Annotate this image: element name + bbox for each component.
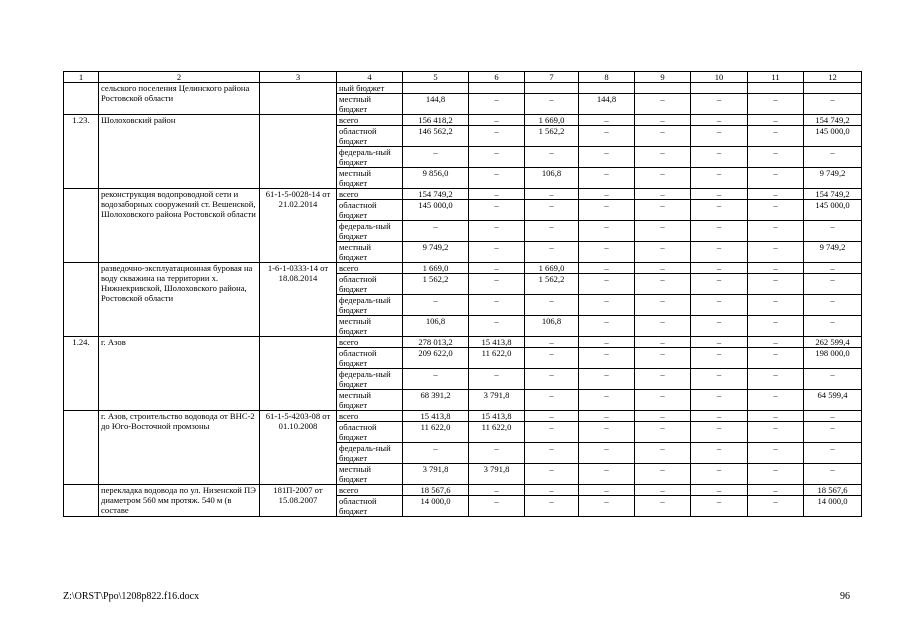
cell-value: – — [579, 390, 635, 411]
cell-value: – — [691, 295, 748, 316]
cell-value: – — [403, 221, 469, 242]
cell-value: 14 000,0 — [804, 496, 862, 517]
budget-type: местный бюджет — [337, 316, 403, 337]
item-name: г. Азов, строительство водовода от ВНС-2 до Юго-Восточной промзоны — [99, 411, 260, 485]
cell-value: – — [635, 263, 691, 274]
cell-value: – — [748, 189, 804, 200]
cell-value: – — [579, 242, 635, 263]
item-number: 1.24. — [64, 337, 99, 411]
table-row — [64, 189, 862, 200]
table-row — [64, 115, 862, 126]
cell-value: – — [748, 337, 804, 348]
cell-value: – — [579, 274, 635, 295]
table-row — [64, 83, 862, 94]
cell-value: – — [579, 485, 635, 496]
cell-value: 9 749,2 — [403, 242, 469, 263]
cell-value: – — [691, 242, 748, 263]
cell-value: – — [635, 168, 691, 189]
cell-value: – — [469, 263, 525, 274]
item-name: реконструкция водопроводной сети и водозаборных сооружений ст. Вешенской, Шолоховского района Ростовской области — [99, 189, 260, 263]
cell-value: – — [469, 274, 525, 295]
cell-value: – — [804, 411, 862, 422]
cell-value: – — [579, 263, 635, 274]
cell-value: 11 622,0 — [469, 348, 525, 369]
cell-value — [525, 83, 579, 94]
table-row — [64, 263, 862, 274]
cell-value: – — [748, 411, 804, 422]
item-name: перекладка водовода по ул. Низенской ПЭ диаметром 560 мм протяж. 540 м (в составе — [99, 485, 260, 517]
cell-value — [691, 83, 748, 94]
cell-value: 1 669,0 — [403, 263, 469, 274]
cell-value: – — [804, 316, 862, 337]
document-ref — [260, 337, 337, 411]
column-header: 11 — [748, 72, 804, 83]
cell-value: – — [691, 274, 748, 295]
cell-value: – — [691, 126, 748, 147]
cell-value — [403, 83, 469, 94]
budget-type: местный бюджет — [337, 94, 403, 115]
cell-value: – — [804, 464, 862, 485]
table-row — [64, 411, 862, 422]
cell-value: – — [691, 168, 748, 189]
document-ref — [260, 83, 337, 115]
cell-value: – — [525, 485, 579, 496]
cell-value: – — [804, 369, 862, 390]
cell-value: – — [635, 200, 691, 221]
cell-value: – — [691, 464, 748, 485]
cell-value: – — [748, 94, 804, 115]
table-row — [64, 337, 862, 348]
cell-value: 262 599,4 — [804, 337, 862, 348]
cell-value: – — [469, 242, 525, 263]
budget-type: всего — [337, 115, 403, 126]
cell-value: – — [525, 147, 579, 168]
cell-value: – — [635, 443, 691, 464]
cell-value — [804, 83, 862, 94]
item-number — [64, 411, 99, 485]
budget-type: областной бюджет — [337, 126, 403, 147]
cell-value: – — [579, 464, 635, 485]
cell-value: – — [748, 126, 804, 147]
cell-value: – — [579, 200, 635, 221]
cell-value: 1 669,0 — [525, 263, 579, 274]
cell-value: 1 562,2 — [525, 274, 579, 295]
cell-value: – — [403, 295, 469, 316]
cell-value: – — [635, 348, 691, 369]
budget-type: областной бюджет — [337, 274, 403, 295]
budget-type: всего — [337, 263, 403, 274]
cell-value: 154 749,2 — [804, 115, 862, 126]
cell-value: – — [579, 337, 635, 348]
page-number: 96 — [840, 591, 850, 602]
budget-type: федераль-ный бюджет — [337, 147, 403, 168]
cell-value: – — [691, 337, 748, 348]
cell-value: – — [635, 411, 691, 422]
cell-value: – — [635, 295, 691, 316]
cell-value: – — [691, 189, 748, 200]
cell-value: – — [691, 94, 748, 115]
cell-value: 146 562,2 — [403, 126, 469, 147]
budget-type: федераль-ный бюджет — [337, 221, 403, 242]
cell-value: – — [525, 411, 579, 422]
cell-value: – — [691, 390, 748, 411]
cell-value: – — [635, 189, 691, 200]
cell-value: – — [635, 94, 691, 115]
cell-value: – — [748, 147, 804, 168]
cell-value: – — [579, 168, 635, 189]
budget-table — [63, 71, 862, 517]
cell-value: – — [691, 443, 748, 464]
item-name: сельского поселения Целинского района Ростовской области — [99, 83, 260, 115]
budget-type: федераль-ный бюджет — [337, 369, 403, 390]
cell-value: 156 418,2 — [403, 115, 469, 126]
cell-value: – — [525, 221, 579, 242]
column-header: 1 — [64, 72, 99, 83]
cell-value: – — [804, 274, 862, 295]
cell-value: – — [579, 115, 635, 126]
cell-value: – — [525, 337, 579, 348]
cell-value: – — [579, 443, 635, 464]
cell-value: 9 749,2 — [804, 168, 862, 189]
cell-value: – — [691, 422, 748, 443]
cell-value: – — [635, 369, 691, 390]
table-row — [64, 485, 862, 496]
cell-value: 18 567,6 — [403, 485, 469, 496]
cell-value: – — [635, 390, 691, 411]
cell-value: 3 791,8 — [469, 390, 525, 411]
cell-value — [748, 83, 804, 94]
cell-value: 11 622,0 — [403, 422, 469, 443]
column-header: 7 — [525, 72, 579, 83]
budget-type: всего — [337, 485, 403, 496]
document-ref: 1-6-1-0333-14 от 18.08.2014 — [260, 263, 337, 337]
cell-value: – — [691, 115, 748, 126]
column-header: 4 — [337, 72, 403, 83]
cell-value: 15 413,8 — [469, 411, 525, 422]
cell-value: – — [748, 422, 804, 443]
column-header: 6 — [469, 72, 525, 83]
column-header: 8 — [579, 72, 635, 83]
cell-value: – — [748, 242, 804, 263]
cell-value: – — [691, 221, 748, 242]
cell-value: – — [748, 496, 804, 517]
cell-value: – — [691, 411, 748, 422]
cell-value: 145 000,0 — [403, 200, 469, 221]
cell-value: – — [469, 485, 525, 496]
cell-value: – — [469, 443, 525, 464]
cell-value: – — [469, 115, 525, 126]
cell-value: – — [525, 464, 579, 485]
column-header: 2 — [99, 72, 260, 83]
cell-value: – — [804, 422, 862, 443]
cell-value: – — [635, 464, 691, 485]
cell-value: – — [635, 422, 691, 443]
cell-value: – — [469, 316, 525, 337]
cell-value: – — [403, 443, 469, 464]
cell-value: – — [635, 242, 691, 263]
cell-value: – — [804, 295, 862, 316]
cell-value: 14 000,0 — [403, 496, 469, 517]
cell-value: – — [579, 496, 635, 517]
header-row — [64, 72, 862, 83]
cell-value: 18 567,6 — [804, 485, 862, 496]
cell-value: – — [403, 369, 469, 390]
cell-value: 9 749,2 — [804, 242, 862, 263]
cell-value: – — [635, 485, 691, 496]
cell-value: – — [748, 200, 804, 221]
document-ref: 181П-2007 от 15.08.2007 — [260, 485, 337, 517]
cell-value: – — [691, 263, 748, 274]
cell-value: 1 562,2 — [525, 126, 579, 147]
cell-value: – — [635, 221, 691, 242]
cell-value: – — [579, 411, 635, 422]
cell-value — [635, 83, 691, 94]
cell-value: – — [469, 496, 525, 517]
cell-value: – — [691, 316, 748, 337]
column-header: 9 — [635, 72, 691, 83]
cell-value: – — [469, 126, 525, 147]
cell-value — [469, 83, 525, 94]
cell-value: 9 856,0 — [403, 168, 469, 189]
cell-value: – — [635, 337, 691, 348]
cell-value: – — [748, 390, 804, 411]
cell-value: – — [635, 126, 691, 147]
budget-type: всего — [337, 337, 403, 348]
budget-type: всего — [337, 189, 403, 200]
cell-value: – — [691, 496, 748, 517]
cell-value: – — [748, 115, 804, 126]
cell-value: – — [525, 348, 579, 369]
cell-value: 106,8 — [525, 168, 579, 189]
cell-value: – — [748, 263, 804, 274]
cell-value: – — [748, 316, 804, 337]
budget-type: областной бюджет — [337, 422, 403, 443]
cell-value: – — [579, 126, 635, 147]
cell-value: – — [804, 263, 862, 274]
item-number — [64, 83, 99, 115]
cell-value: – — [525, 200, 579, 221]
cell-value: – — [691, 485, 748, 496]
cell-value: – — [748, 274, 804, 295]
column-header: 5 — [403, 72, 469, 83]
cell-value: 145 000,0 — [804, 200, 862, 221]
budget-type: всего — [337, 411, 403, 422]
budget-type: федераль-ный бюджет — [337, 295, 403, 316]
budget-type: местный бюджет — [337, 242, 403, 263]
cell-value: – — [691, 369, 748, 390]
cell-value: 64 599,4 — [804, 390, 862, 411]
cell-value: – — [469, 295, 525, 316]
document-ref — [260, 115, 337, 189]
cell-value: – — [635, 316, 691, 337]
item-name: г. Азов — [99, 337, 260, 411]
item-number — [64, 189, 99, 263]
budget-type: местный бюджет — [337, 464, 403, 485]
cell-value: 144,8 — [579, 94, 635, 115]
budget-type: местный бюджет — [337, 390, 403, 411]
cell-value: 15 413,8 — [469, 337, 525, 348]
cell-value: – — [525, 295, 579, 316]
cell-value: – — [579, 369, 635, 390]
cell-value: – — [635, 115, 691, 126]
cell-value: 3 791,8 — [403, 464, 469, 485]
cell-value: – — [579, 316, 635, 337]
cell-value: – — [469, 221, 525, 242]
cell-value: 1 562,2 — [403, 274, 469, 295]
cell-value: – — [748, 168, 804, 189]
cell-value: – — [748, 348, 804, 369]
cell-value: 11 622,0 — [469, 422, 525, 443]
cell-value: – — [525, 443, 579, 464]
cell-value: – — [525, 94, 579, 115]
cell-value: – — [469, 189, 525, 200]
cell-value: – — [579, 189, 635, 200]
cell-value: – — [804, 443, 862, 464]
cell-value: – — [469, 168, 525, 189]
column-header: 3 — [260, 72, 337, 83]
item-name: разведочно-эксплуатационная буровая на воду скважина на территории х. Нижнекривской, Шолоховского района, Ростовской области — [99, 263, 260, 337]
budget-type: федераль-ный бюджет — [337, 443, 403, 464]
cell-value: – — [748, 443, 804, 464]
item-number — [64, 485, 99, 517]
cell-value: – — [691, 200, 748, 221]
cell-value: 198 000,0 — [804, 348, 862, 369]
cell-value — [579, 83, 635, 94]
item-name: Шолоховский район — [99, 115, 260, 189]
cell-value: – — [635, 274, 691, 295]
cell-value: – — [403, 147, 469, 168]
cell-value: – — [804, 221, 862, 242]
cell-value: – — [469, 369, 525, 390]
cell-value: – — [804, 147, 862, 168]
cell-value: – — [469, 147, 525, 168]
cell-value: – — [748, 221, 804, 242]
cell-value: 3 791,8 — [469, 464, 525, 485]
document-ref: 61-1-5-4203-08 от 01.10.2008 — [260, 411, 337, 485]
cell-value: – — [525, 422, 579, 443]
budget-type: областной бюджет — [337, 348, 403, 369]
cell-value: – — [579, 422, 635, 443]
cell-value: – — [469, 94, 525, 115]
cell-value: – — [525, 242, 579, 263]
cell-value: 15 413,8 — [403, 411, 469, 422]
cell-value: – — [469, 200, 525, 221]
cell-value: – — [579, 348, 635, 369]
column-header: 10 — [691, 72, 748, 83]
item-number — [64, 263, 99, 337]
cell-value: 209 622,0 — [403, 348, 469, 369]
budget-type: местный бюджет — [337, 168, 403, 189]
cell-value: – — [579, 221, 635, 242]
cell-value: – — [635, 496, 691, 517]
budget-type: областной бюджет — [337, 496, 403, 517]
cell-value: 68 391,2 — [403, 390, 469, 411]
cell-value: – — [748, 485, 804, 496]
column-header: 12 — [804, 72, 862, 83]
cell-value: 144,8 — [403, 94, 469, 115]
cell-value: 106,8 — [525, 316, 579, 337]
cell-value: – — [579, 295, 635, 316]
file-path: Z:\ORST\Ppo\1208p822.f16.docx — [63, 591, 200, 602]
cell-value: 154 749,2 — [804, 189, 862, 200]
cell-value: – — [804, 94, 862, 115]
item-number: 1.23. — [64, 115, 99, 189]
budget-type: ный бюджет — [337, 83, 403, 94]
cell-value: – — [748, 464, 804, 485]
cell-value: 278 013,2 — [403, 337, 469, 348]
cell-value: – — [748, 369, 804, 390]
cell-value: – — [525, 496, 579, 517]
cell-value: 1 669,0 — [525, 115, 579, 126]
cell-value: – — [635, 147, 691, 168]
cell-value: 154 749,2 — [403, 189, 469, 200]
cell-value: – — [691, 348, 748, 369]
cell-value: – — [579, 147, 635, 168]
cell-value: 145 000,0 — [804, 126, 862, 147]
cell-value: – — [525, 189, 579, 200]
cell-value: – — [691, 147, 748, 168]
cell-value: 106,8 — [403, 316, 469, 337]
budget-type: областной бюджет — [337, 200, 403, 221]
document-ref: 61-1-5-0028-14 от 21.02.2014 — [260, 189, 337, 263]
cell-value: – — [525, 390, 579, 411]
cell-value: – — [748, 295, 804, 316]
cell-value: – — [525, 369, 579, 390]
